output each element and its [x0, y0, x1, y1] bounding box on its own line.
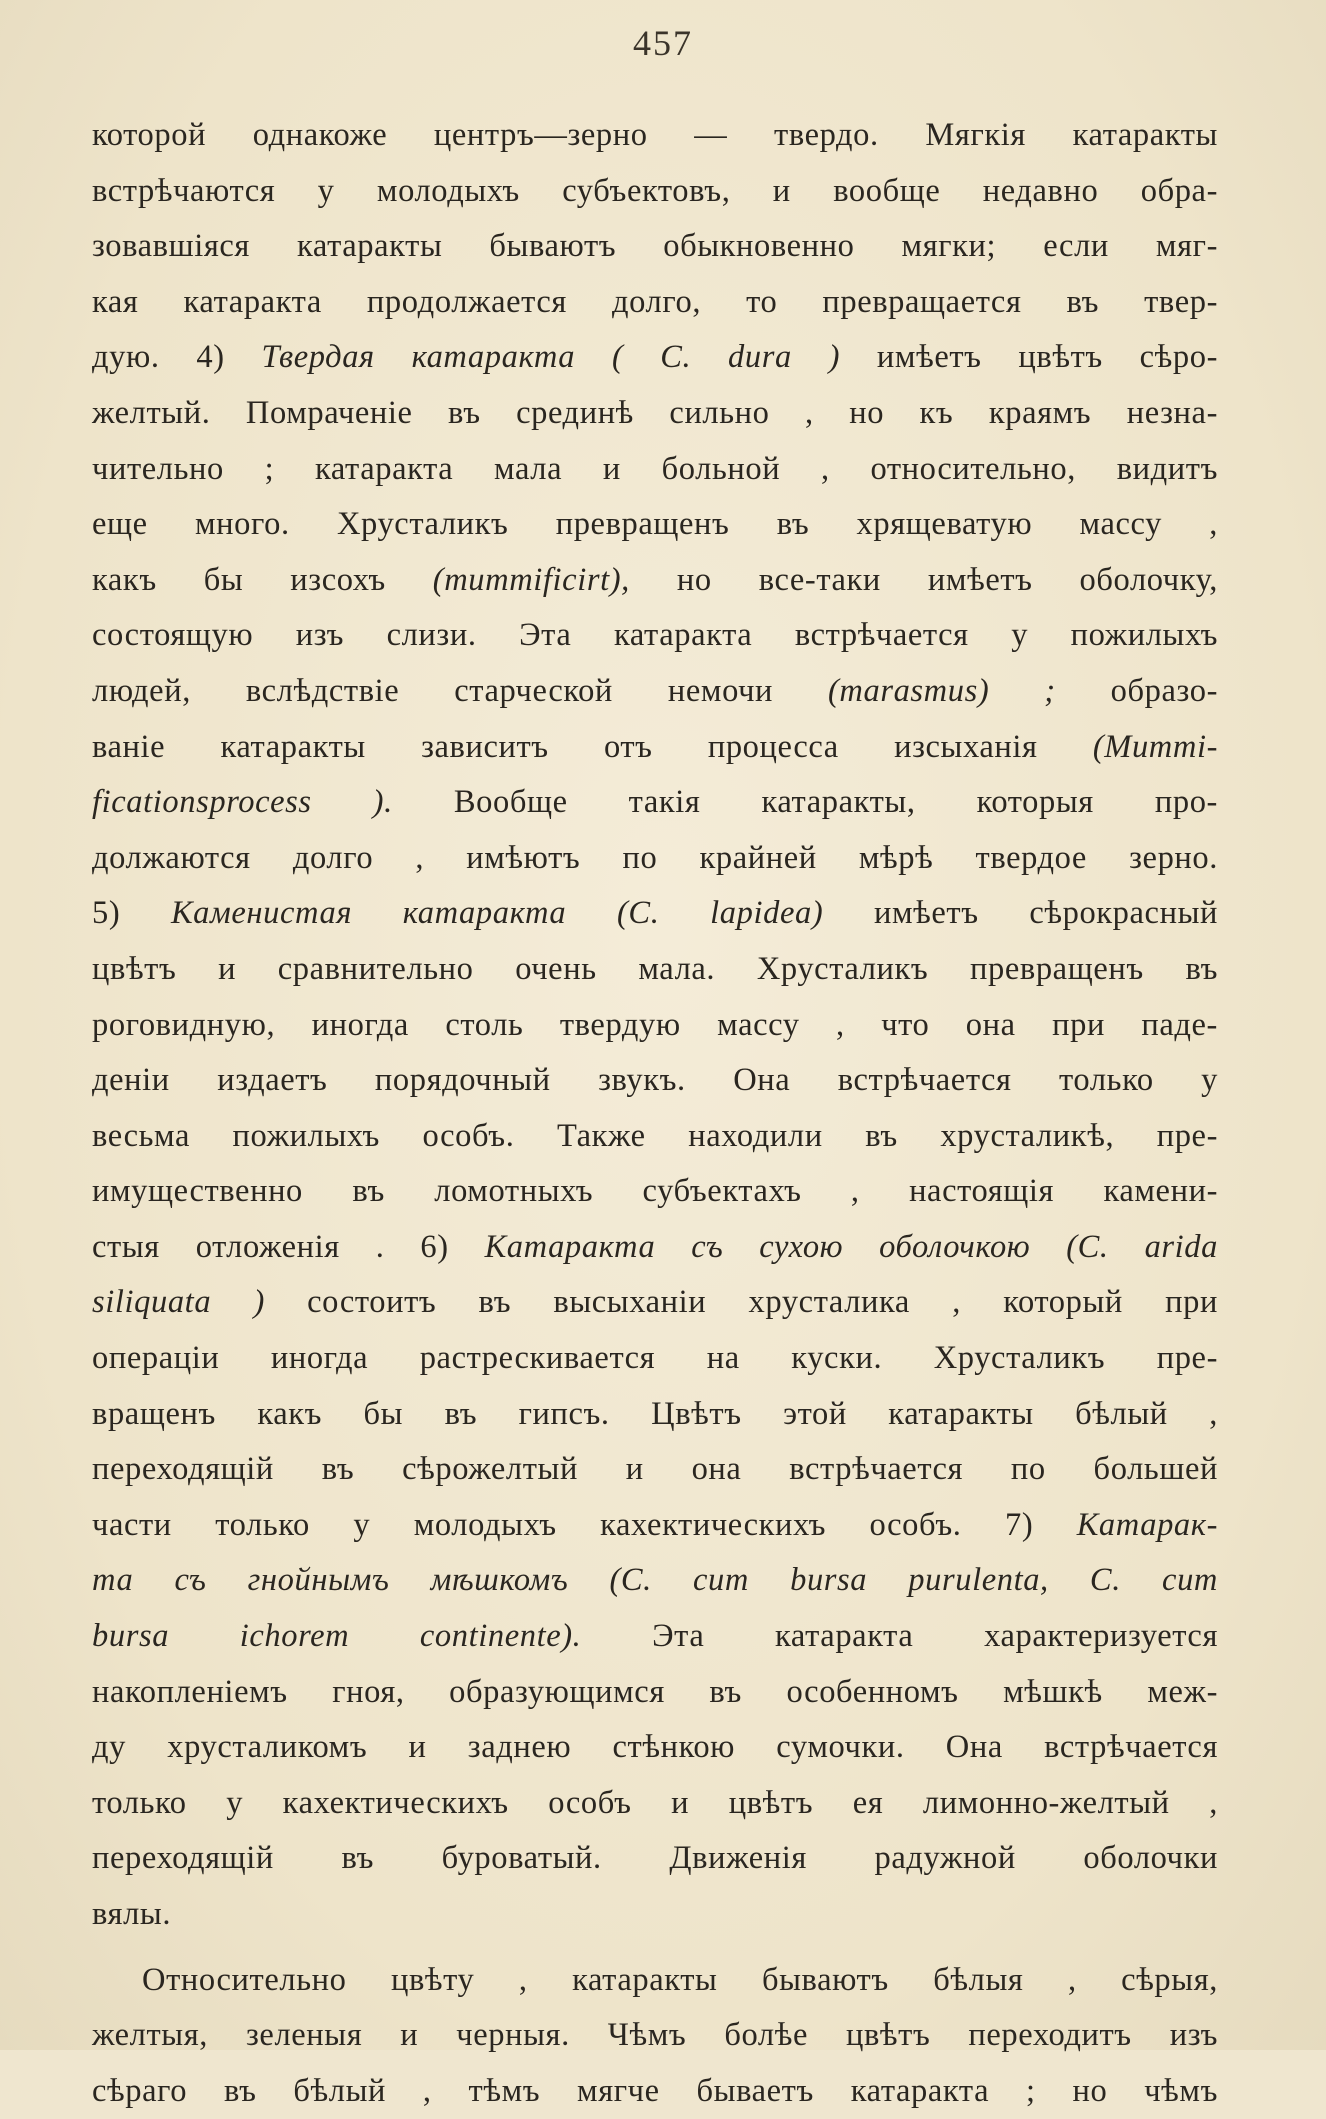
text-line — [92, 1887, 1218, 1943]
text-line — [92, 664, 1218, 720]
text-line — [92, 942, 1218, 998]
text-segment: желтыя, зеленыя и черныя. Чѣмъ болѣе цвѣтъ переходитъ изъ — [92, 2017, 1218, 2054]
text-segment: чительно ; катаракта мала и больной , относительно, видитъ — [92, 450, 1218, 487]
text-line — [92, 108, 1218, 164]
text-line — [92, 2064, 1218, 2119]
text-segment: должаются долго , имѣютъ по крайней мѣрѣ твердое зерно. — [92, 839, 1218, 876]
text-line — [92, 1164, 1218, 1220]
text-segment: но все-таки имѣетъ оболочку, — [629, 561, 1218, 598]
text-segment: сѣраго въ бѣлый , тѣмъ мягче бываетъ катаракта ; но чѣмъ — [92, 2072, 1218, 2109]
text-segment: части только у молодыхъ кахектическихъ особъ. 7) — [92, 1506, 1077, 1543]
text-line — [92, 775, 1218, 831]
text-line — [92, 1442, 1218, 1498]
paragraph — [92, 1953, 1218, 2119]
text-line — [92, 1387, 1218, 1443]
text-segment: которой однакоже центръ—зерно — твердо. Мягкія катаракты — [92, 117, 1218, 153]
text-line — [92, 1665, 1218, 1721]
text-segment: только у кахектическихъ особъ и цвѣтъ ея лимонно-желтый , — [92, 1784, 1218, 1821]
text-line — [92, 1553, 1218, 1609]
text-line — [92, 1331, 1218, 1387]
text-line — [92, 1831, 1218, 1887]
text-line — [92, 164, 1218, 220]
text-line — [92, 1109, 1218, 1165]
italic-text-segment: siliquata ) — [92, 1284, 265, 1321]
text-segment: вращенъ какъ бы въ гипсъ. Цвѣтъ этой катаракты бѣлый , — [92, 1395, 1218, 1432]
text-segment: ваніе катаракты зависитъ отъ процесса изсыханія — [92, 728, 1093, 765]
text-segment: желтый. Помраченіе въ срединѣ сильно , но къ краямъ незна- — [92, 394, 1218, 431]
text-line — [92, 553, 1218, 609]
text-segment: стыя отложенія . 6) — [92, 1228, 485, 1265]
text-line — [92, 1720, 1218, 1776]
text-segment: переходящій въ сѣрожелтый и она встрѣчается по большей — [92, 1451, 1218, 1488]
text-segment: Эта катаракта характеризуется — [581, 1618, 1218, 1655]
italic-text-segment: (marasmus) ; — [827, 672, 1056, 709]
page-number: 457 — [633, 23, 693, 63]
text-segment: какъ бы изсохъ — [92, 561, 433, 598]
italic-text-segment: (mummificirt), — [432, 561, 630, 598]
text-segment: еще много. Хрусталикъ превращенъ въ хрящеватую массу , — [92, 506, 1218, 543]
text-segment: встрѣчаются у молодыхъ субъектовъ, и вообще недавно обра- — [92, 172, 1218, 209]
italic-text-segment: bursa ichorem continente). — [92, 1618, 582, 1655]
text-segment: кая катаракта продолжается долго, то превращается въ твер- — [92, 283, 1218, 320]
text-line — [92, 608, 1218, 664]
text-line — [92, 497, 1218, 553]
text-segment: состоитъ въ высыханіи хрусталика , который при — [264, 1284, 1218, 1321]
text-line — [92, 1275, 1218, 1331]
text-segment: операціи иногда растрескивается на куски. Хрусталикъ пре- — [92, 1340, 1218, 1377]
text-line — [92, 275, 1218, 331]
text-line — [92, 1220, 1218, 1276]
text-segment: накопленіемъ гноя, образующимся въ особенномъ мѣшкѣ меж- — [92, 1673, 1218, 1710]
text-line — [92, 219, 1218, 275]
text-segment: людей, вслѣдствіе старческой немочи — [92, 672, 828, 709]
text-segment: цвѣтъ и сравнительно очень мала. Хрусталикъ превращенъ въ — [92, 950, 1218, 987]
text-segment: роговидную, иногда столь твердую массу , что она при паде- — [92, 1006, 1218, 1043]
text-segment: зовавшіяся катаракты бываютъ обыкновенно мягки; если мяг- — [92, 228, 1218, 265]
text-segment: имѣетъ сѣрокрасный — [823, 895, 1219, 932]
text-segment: весьма пожилыхъ особъ. Также находили въ хрусталикѣ, пре- — [92, 1117, 1218, 1154]
italic-text-segment: (Mummi- — [1092, 728, 1218, 765]
italic-text-segment: Катаракта съ сухою оболочкою (C. arida — [484, 1228, 1218, 1265]
text-segment: Относительно цвѣту , катаракты бываютъ бѣлыя , сѣрыя, — [142, 1961, 1218, 1998]
paragraph — [92, 108, 1218, 1943]
text-segment: вялы. — [92, 1896, 172, 1932]
text-line — [92, 998, 1218, 1054]
text-line — [92, 442, 1218, 498]
text-line — [92, 720, 1218, 776]
text-segment: деніи издаетъ порядочный звукъ. Она встрѣчается только у — [92, 1062, 1218, 1099]
text-segment: состоящую изъ слизи. Эта катаракта встрѣчается у пожилыхъ — [92, 617, 1218, 654]
text-line — [92, 886, 1218, 942]
text-segment: переходящій въ буроватый. Движенія радужной оболочки — [92, 1840, 1218, 1877]
text-segment: образо- — [1055, 672, 1218, 709]
text-line — [92, 1498, 1218, 1554]
text-line — [92, 2008, 1218, 2064]
text-segment: Вообще такія катаракты, которыя про- — [392, 784, 1218, 821]
text-segment: ду хрусталикомъ и заднею стѣнкою сумочки. Она встрѣчается — [92, 1729, 1218, 1766]
text-segment: дую. 4) — [92, 339, 262, 376]
italic-text-segment: Катарак- — [1076, 1506, 1218, 1543]
text-segment: имѣетъ цвѣтъ сѣро- — [840, 339, 1218, 376]
italic-text-segment: ficationsprocess ). — [92, 784, 393, 821]
text-line — [92, 831, 1218, 887]
text-line — [92, 1776, 1218, 1832]
text-segment: имущественно въ ломотныхъ субъектахъ , настоящія камени- — [92, 1173, 1218, 1210]
text-line — [92, 386, 1218, 442]
text-line — [92, 1953, 1218, 2009]
italic-text-segment: Твердая катаракта ( C. dura ) — [261, 339, 841, 376]
text-line — [92, 330, 1218, 386]
page-body-text — [92, 108, 1218, 2119]
italic-text-segment: та съ гнойнымъ мѣшкомъ (C. cum bursa purulenta, C. cum — [92, 1562, 1218, 1599]
text-segment: 5) — [92, 895, 171, 932]
text-line — [92, 1609, 1218, 1665]
italic-text-segment: Каменистая катаракта (C. lapidea) — [171, 895, 824, 932]
text-line — [92, 1053, 1218, 1109]
